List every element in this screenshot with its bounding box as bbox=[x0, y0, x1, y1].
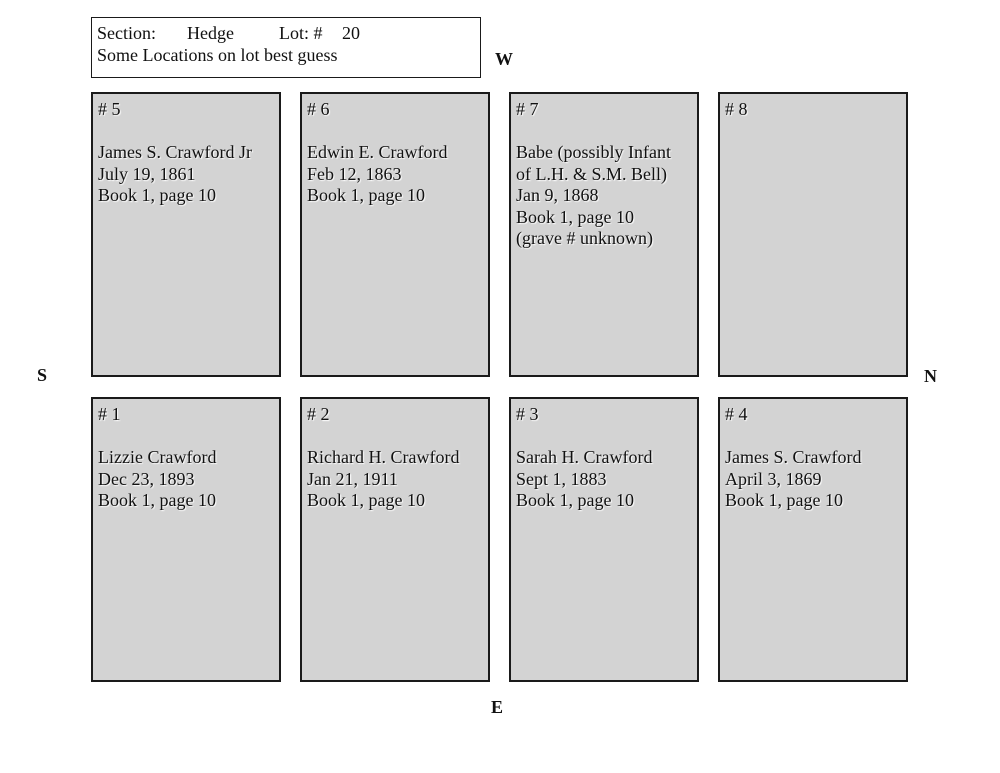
grave-name: Lizzie Crawford bbox=[98, 447, 217, 467]
grave-number: # 4 bbox=[725, 404, 748, 424]
grave-name: Babe (possibly Infant bbox=[516, 142, 671, 162]
grave-date: April 3, 1869 bbox=[725, 468, 822, 489]
grave-record: Book 1, page 10 bbox=[98, 185, 216, 205]
grave-plot bbox=[300, 397, 490, 682]
grave-number: # 1 bbox=[98, 404, 121, 424]
grave-name: James S. Crawford bbox=[725, 447, 862, 467]
grave-date: Jan 9, 1868 bbox=[516, 185, 599, 205]
lot-value: 20 bbox=[342, 23, 360, 43]
grave-number: # 3 bbox=[516, 404, 539, 424]
grave-name: Sarah H. Crawford bbox=[516, 447, 653, 467]
compass-north-label: N bbox=[924, 366, 937, 386]
grave-date: Sept 1, 1883 bbox=[516, 468, 607, 489]
grave-plot bbox=[91, 92, 281, 377]
grave-record: Book 1, page 10 bbox=[516, 490, 634, 510]
grave-record: Book 1, page 10 bbox=[307, 490, 425, 510]
grave-number: # 7 bbox=[516, 99, 539, 119]
compass-east-label: E bbox=[491, 697, 504, 717]
grave-date: July 19, 1861 bbox=[98, 163, 196, 184]
lot-header-box bbox=[91, 17, 481, 78]
grave-plot bbox=[509, 397, 699, 682]
grave-number: # 8 bbox=[725, 99, 748, 119]
section-label: Section: bbox=[97, 23, 156, 43]
grave-name-cont: of L.H. & S.M. Bell) bbox=[516, 163, 667, 184]
grave-plot bbox=[718, 92, 908, 377]
grave-name: Edwin E. Crawford bbox=[307, 142, 448, 162]
grave-number: # 6 bbox=[307, 99, 330, 119]
grave-date: Dec 23, 1893 bbox=[98, 468, 195, 489]
grave-name: Richard H. Crawford bbox=[307, 447, 460, 467]
grave-date: Feb 12, 1863 bbox=[307, 163, 402, 184]
section-lot-line bbox=[97, 22, 480, 44]
grave-note: (grave # unknown) bbox=[516, 228, 653, 248]
grave-record: Book 1, page 10 bbox=[725, 490, 843, 510]
grave-plot bbox=[509, 92, 699, 377]
grave-record: Book 1, page 10 bbox=[307, 185, 425, 205]
grave-number: # 5 bbox=[98, 99, 121, 119]
grave-plot bbox=[300, 92, 490, 377]
grave-record: Book 1, page 10 bbox=[516, 206, 634, 227]
grave-number: # 2 bbox=[307, 404, 330, 424]
lot-note: Some Locations on lot best guess bbox=[97, 45, 338, 65]
grave-plot bbox=[718, 397, 908, 682]
section-value: Hedge bbox=[187, 23, 234, 43]
lot-label: Lot: # bbox=[279, 23, 323, 43]
grave-name: James S. Crawford Jr bbox=[98, 142, 252, 162]
grave-plot bbox=[91, 397, 281, 682]
grave-date: Jan 21, 1911 bbox=[307, 468, 398, 489]
compass-south-label: S bbox=[37, 365, 48, 385]
compass-west-label: W bbox=[495, 49, 513, 69]
grave-record: Book 1, page 10 bbox=[98, 490, 216, 510]
